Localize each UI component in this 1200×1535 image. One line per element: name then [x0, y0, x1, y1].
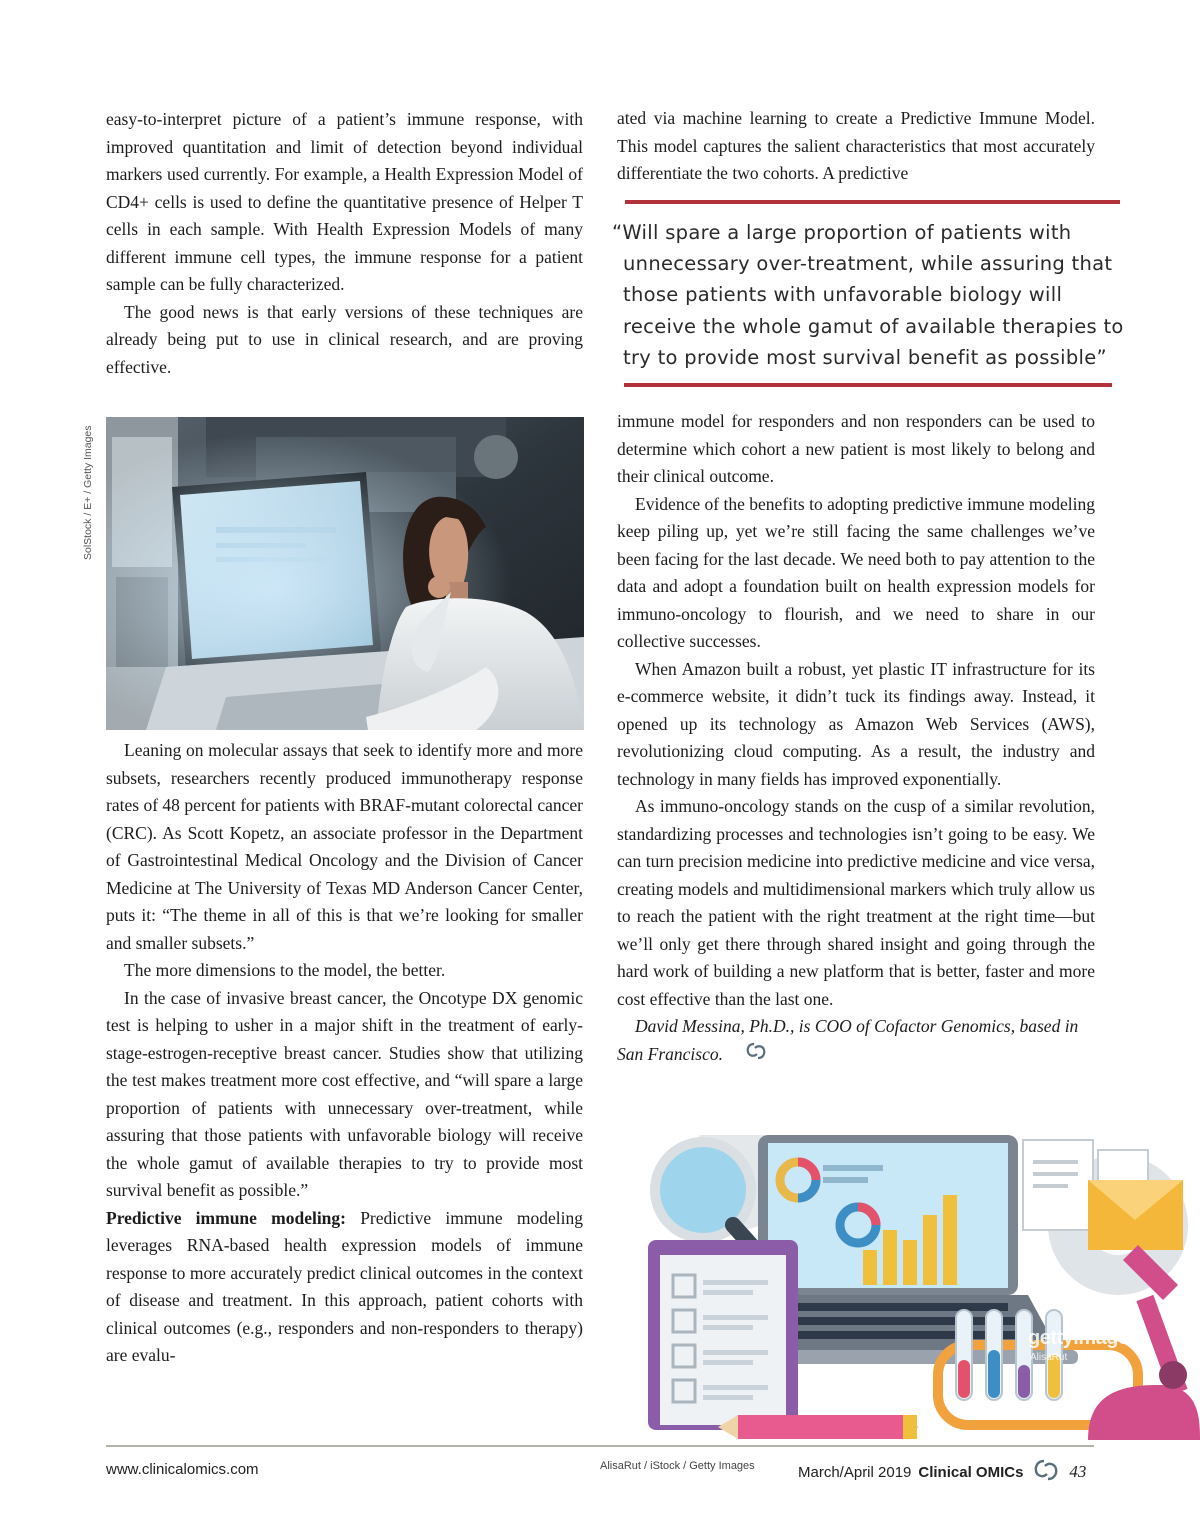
footer-url: www.clinicalomics.com: [106, 1461, 259, 1478]
pull-quote-line: unnecessary over-treatment, while assuring that: [623, 252, 1113, 276]
body-paragraph: Evidence of the benefits to adopting predictive immune modeling keep piling up, yet we’re still facing the same challenges we’ve been facing for the last decade. We need both to pay attention to the data and adopt a foundation built on health expression models for immuno-oncology to flourish, and we need to share in our collective successes.: [617, 493, 1095, 651]
pull-quote-line: receive the whole gamut of available therapies to: [623, 314, 1124, 338]
illustration-credit: AlisaRut / iStock / Getty Images: [600, 1460, 755, 1472]
author-byline: [617, 1013, 1095, 1070]
section-paragraph: [106, 1205, 583, 1370]
watermark-credit: AlisaRut: [1030, 1352, 1068, 1363]
body-paragraph: ated via machine learning to create a Predictive Immune Model. This model captures the salient characteristics that most accurately differentiate the two cohorts. A predictive: [617, 108, 1095, 183]
issue-date: March/April 2019: [798, 1463, 912, 1481]
section-body: Predictive immune modeling leverages RNA-based health expression models of immune response to more accurately predict clinical outcomes in the context of disease and treatment. In this approach, patient cohorts with clinical outcomes (e.g., responders and non-responders to therapy) are evalu-: [106, 1207, 584, 1365]
pull-quote-line: try to provide most survival benefit as possible”: [623, 345, 1107, 369]
pull-quote-bottom-rule: [624, 383, 1112, 387]
footer-rule: [106, 1445, 1094, 1447]
body-paragraph: The more dimensions to the model, the better.: [124, 960, 446, 980]
body-paragraph: In the case of invasive breast cancer, the Oncotype DX genomic test is helping to usher in a major shift in the treatment of early-stage-estrogen-receptive breast cancer. Studies show that utilizing the test makes treatment more cost effective, and “will spare a large proportion of patients with unnecessary over-treatment, while assuring that those patients with unfavorable biology will receive the whole gamut of available therapies to try to provide most survival benefit as possible.”: [106, 987, 583, 1200]
left-column-bottom: [106, 737, 583, 1370]
right-column-top: [617, 105, 1095, 188]
section-heading: Predictive immune modeling:: [106, 1207, 346, 1228]
watermark-logo: gettyimages: [1028, 1327, 1140, 1349]
body-paragraph: As immuno-oncology stands on the cusp of a similar revolution, standardizing processes and technologies isn’t going to be easy. We can turn precision medicine into predictive medicine and vice versa, creating models and multidimensional markers which truly allow us to reach the patient with the right treatment at the right time—but we’ll only get there through shared insight and going through the hard work of building a new platform that is better, faster and more cost effective than the last one.: [617, 796, 1095, 1009]
footer-issue-info: [798, 1458, 1086, 1486]
body-paragraph: When Amazon built a robust, yet plastic IT infrastructure for its e-commerce website, it didn’t tuck its findings away. Instead, it opened up its technology as Amazon Web Services (AWS), revolutionizing cloud computing. As a result, the industry and technology in many fields has improved exponentially.: [617, 658, 1095, 789]
left-column-top: [106, 106, 583, 381]
pull-quote: [612, 200, 1124, 390]
data-analysis-illustration: [618, 1135, 1200, 1440]
body-paragraph: immune model for responders and non responders can be used to determine which cohort a new patient is most likely to belong and their clinical outcome.: [617, 411, 1095, 486]
body-paragraph: The good news is that early versions of these techniques are already being put to use in clinical research, and are proving effective.: [106, 301, 583, 377]
pull-quote-text: [612, 217, 1124, 373]
pull-quote-line: those patients with unfavorable biology will: [623, 283, 1063, 307]
scientist-photo: [106, 417, 584, 730]
byline-text: David Messina, Ph.D., is COO of Cofactor Genomics, based in San Francisco.: [617, 1016, 1079, 1064]
pull-quote-top-rule: [625, 200, 1120, 204]
magazine-title: Clinical OMICs: [918, 1463, 1024, 1481]
body-paragraph: Leaning on molecular assays that seek to identify more and more subsets, researchers recently produced immunotherapy response rates of 48 percent for patients with BRAF-mutant colorectal cancer (CRC). As Scott Kopetz, an associate professor in the Department of Gastrointestinal Medical Oncology and the Division of Cancer Medicine at The University of Texas MD Anderson Cancer Center, puts it: “The theme in all of this is that we’re looking for smaller and smaller subsets.”: [106, 740, 583, 953]
cofactor-logo-icon: [727, 1041, 767, 1070]
photo-credit: SolStock / E+ / Getty Images: [82, 425, 94, 560]
right-column-bottom: [617, 408, 1095, 1070]
body-paragraph: easy-to-interpret picture of a patient’s immune response, with improved quantitation and limit of detection beyond individual markers used currently. For example, a Health Expression Model of CD4+ cells is used to define the quantitative presence of Helper T cells in each sample. With Health Expression Models of many different immune cell types, the immune response for a patient sample can be fully characterized.: [106, 109, 583, 294]
page-number: 43: [1069, 1462, 1087, 1481]
magazine-logo-icon: [1033, 1458, 1059, 1486]
pull-quote-line: “Will spare a large proportion of patients with: [612, 221, 1072, 244]
